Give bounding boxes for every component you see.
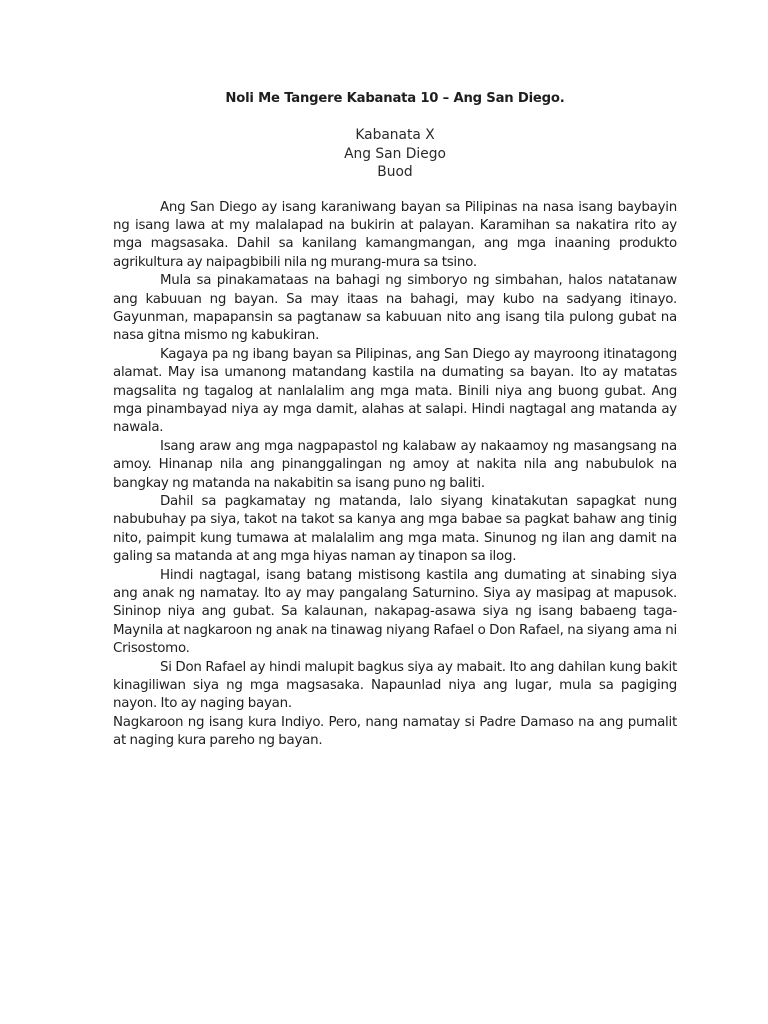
chapter-section-label: Buod — [377, 164, 413, 180]
summary-body — [113, 199, 677, 751]
chapter-title: Ang San Diego — [344, 145, 446, 162]
paragraph-4: Isang araw ang mga nagpapastol ng kalabaw ay nakaamoy ng masangsang na amoy. Hinanap nila ang pinanggalingan ng amoy at nakita nila ang nabubulok na bangkay ng matanda na nakabitin sa isang puno ng baliti. — [113, 438, 677, 491]
paragraph-3: Kagaya pa ng ibang bayan sa Pilipinas, ang San Diego ay mayroong itinatagong alamat. May isa umanong matandang kastila na dumating sa bayan. Ito ay matatas magsalita ng tagalog at nanlalalim ang mga mata. Binili niya ang buong gubat. Ang mga pinambayad niya ay mga damit, alahas at salapi. Hindi nagtagal ang matanda ay nawala. — [113, 346, 677, 436]
document-page — [113, 90, 677, 751]
paragraph-6: Hindi nagtagal, isang batang mistisong kastila ang dumating at sinabing siya ang anak ng namatay. Ito ay may pangalang Saturnino. Siya ay masipag at mapusok. Sininop niya ang gubat. Sa kalaunan, nakapag-asawa siya ng isang babaeng taga-Maynila at nagkaroon ng anak na tinawag niyang Rafael o Don Rafael, na siyang ama ni Crisostomo. — [113, 567, 677, 657]
chapter-heading — [113, 126, 677, 182]
document-title: Noli Me Tangere Kabanata 10 – Ang San Diego. — [225, 91, 565, 106]
chapter-number: Kabanata X — [355, 127, 435, 143]
paragraph-8: Nagkaroon ng isang kura Indiyo. Pero, nang namatay si Padre Damaso na ang pumalit at naging kura pareho ng bayan. — [113, 714, 677, 749]
paragraph-5: Dahil sa pagkamatay ng matanda, lalo siyang kinatakutan sapagkat nung nabubuhay pa siya, takot na takot sa kanya ang mga babae sa pagkat bahaw ang tinig nito, paimpit kung tumawa at malalalim ang mga mata. Sinunog ng ilan ang damit na galing sa matanda at ang mga hiyas naman ay tinapon sa ilog. — [113, 494, 677, 565]
paragraph-1: Ang San Diego ay isang karaniwang bayan sa Pilipinas na nasa isang baybayin ng isang lawa at my malalapad na bukirin at palayan. Karamihan sa nakatira rito ay mga magsasaka. Dahil sa kanilang kamangmangan, ang mga inaaning produkto agrikultura ay naipagbibili nila ng murang-mura sa tsino. — [113, 199, 677, 270]
paragraph-7: Si Don Rafael ay hindi malupit bagkus siya ay mabait. Ito ang dahilan kung bakit kinagiliwan siya ng mga magsasaka. Napaunlad niya ang lugar, mula sa pagiging nayon. Ito ay naging bayan. — [113, 659, 677, 712]
paragraph-2: Mula sa pinakamataas na bahagi ng simboryo ng simbahan, halos natatanaw ang kabuuan ng bayan. Sa may itaas na bahagi, may kubo na sadyang itinayo. Gayunman, mapapansin sa pagtanaw sa kabuuan nito ang isang tila pulong gubat na nasa gitna mismo ng kabukiran. — [113, 273, 677, 344]
